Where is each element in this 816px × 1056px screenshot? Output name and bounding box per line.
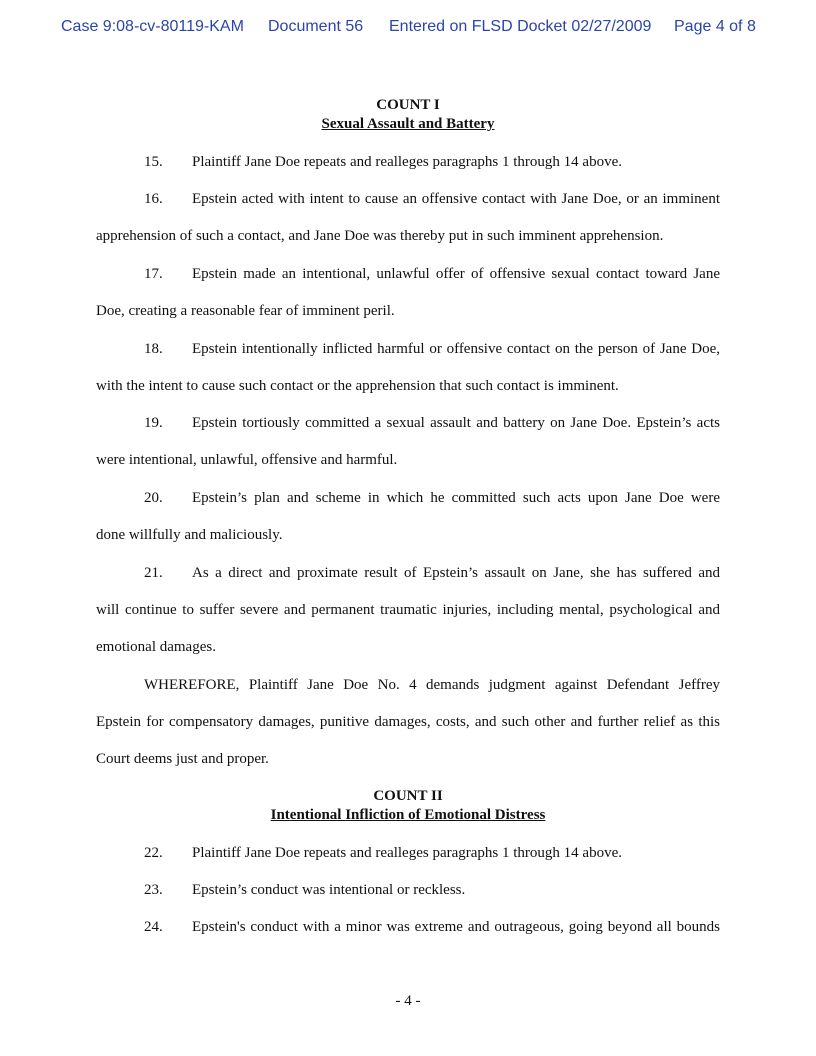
paragraph-number: 19.	[144, 415, 163, 431]
wherefore-text: WHEREFORE, Plaintiff Jane Doe No. 4 demands judgment against Defendant Jeffrey	[144, 677, 720, 693]
paragraph-text: Doe, creating a reasonable fear of imminent peril.	[96, 303, 395, 319]
paragraph-text: Plaintiff Jane Doe repeats and realleges paragraphs 1 through 14 above.	[192, 845, 622, 861]
paragraph-23	[96, 880, 720, 917]
paragraph-text: Epstein’s conduct was intentional or reckless.	[192, 882, 466, 898]
paragraph-17	[96, 264, 720, 338]
paragraph-text: apprehension of such a contact, and Jane Doe was thereby put in such imminent apprehension.	[96, 228, 664, 244]
stamp-page-count: Page 4 of 8	[674, 18, 756, 35]
paragraph-24	[96, 917, 720, 954]
paragraph-text: Epstein made an intentional, unlawful offer of offensive sexual contact toward Jane	[192, 266, 720, 282]
stamp-case-number: Case 9:08-cv-80119-KAM	[61, 18, 244, 35]
wherefore-text: Court deems just and proper.	[96, 751, 269, 767]
paragraph-text: Epstein intentionally inflicted harmful or offensive contact on the person of Jane Doe,	[192, 341, 720, 357]
wherefore-text: Epstein for compensatory damages, punitive damages, costs, and such other and further relief as this	[96, 714, 720, 730]
paragraph-text: with the intent to cause such contact or the apprehension that such contact is imminent.	[96, 378, 619, 394]
paragraph-number: 23.	[144, 882, 163, 898]
paragraph-number: 17.	[144, 266, 163, 282]
paragraph-text: were intentional, unlawful, offensive and harmful.	[96, 452, 398, 468]
paragraph-number: 21.	[144, 565, 163, 581]
count-2-title: COUNT II	[373, 788, 443, 804]
paragraph-16	[96, 189, 720, 263]
paragraph-20	[96, 488, 720, 562]
paragraph-15	[96, 152, 720, 189]
paragraph-text: done willfully and maliciously.	[96, 527, 283, 543]
stamp-document-number: Document 56	[268, 18, 364, 35]
paragraph-number: 15.	[144, 154, 163, 170]
paragraph-text: As a direct and proximate result of Epstein’s assault on Jane, she has suffered and	[192, 565, 720, 581]
count-1-title: COUNT I	[376, 97, 440, 113]
paragraph-number: 24.	[144, 919, 163, 935]
paragraph-text: Epstein’s plan and scheme in which he committed such acts upon Jane Doe were	[192, 490, 720, 506]
count-2-heading	[0, 787, 816, 825]
paragraph-number: 20.	[144, 490, 163, 506]
page-number: - 4 -	[395, 993, 421, 1009]
paragraph-text: emotional damages.	[96, 639, 216, 655]
paragraph-22	[96, 843, 720, 880]
count-1-subtitle: Sexual Assault and Battery	[321, 116, 495, 132]
paragraph-number: 18.	[144, 341, 163, 357]
paragraph-text: Epstein's conduct with a minor was extreme and outrageous, going beyond all bounds	[192, 919, 720, 935]
paragraph-text: Epstein acted with intent to cause an offensive contact with Jane Doe, or an imminent	[192, 191, 720, 207]
paragraph-18	[96, 339, 720, 413]
paragraph-number: 16.	[144, 191, 163, 207]
paragraph-number: 22.	[144, 845, 163, 861]
count-2-subtitle: Intentional Infliction of Emotional Distress	[270, 807, 546, 823]
wherefore-clause	[96, 675, 720, 786]
paragraph-19	[96, 413, 720, 487]
paragraph-text: Epstein tortiously committed a sexual assault and battery on Jane Doe. Epstein’s acts	[192, 415, 720, 431]
stamp-entered-date: Entered on FLSD Docket 02/27/2009	[389, 18, 652, 35]
paragraph-text: will continue to suffer severe and permanent traumatic injuries, including mental, psychological and	[96, 602, 720, 618]
paragraph-21	[96, 563, 720, 674]
count-1-heading	[0, 96, 816, 134]
paragraph-text: Plaintiff Jane Doe repeats and realleges paragraphs 1 through 14 above.	[192, 154, 622, 170]
